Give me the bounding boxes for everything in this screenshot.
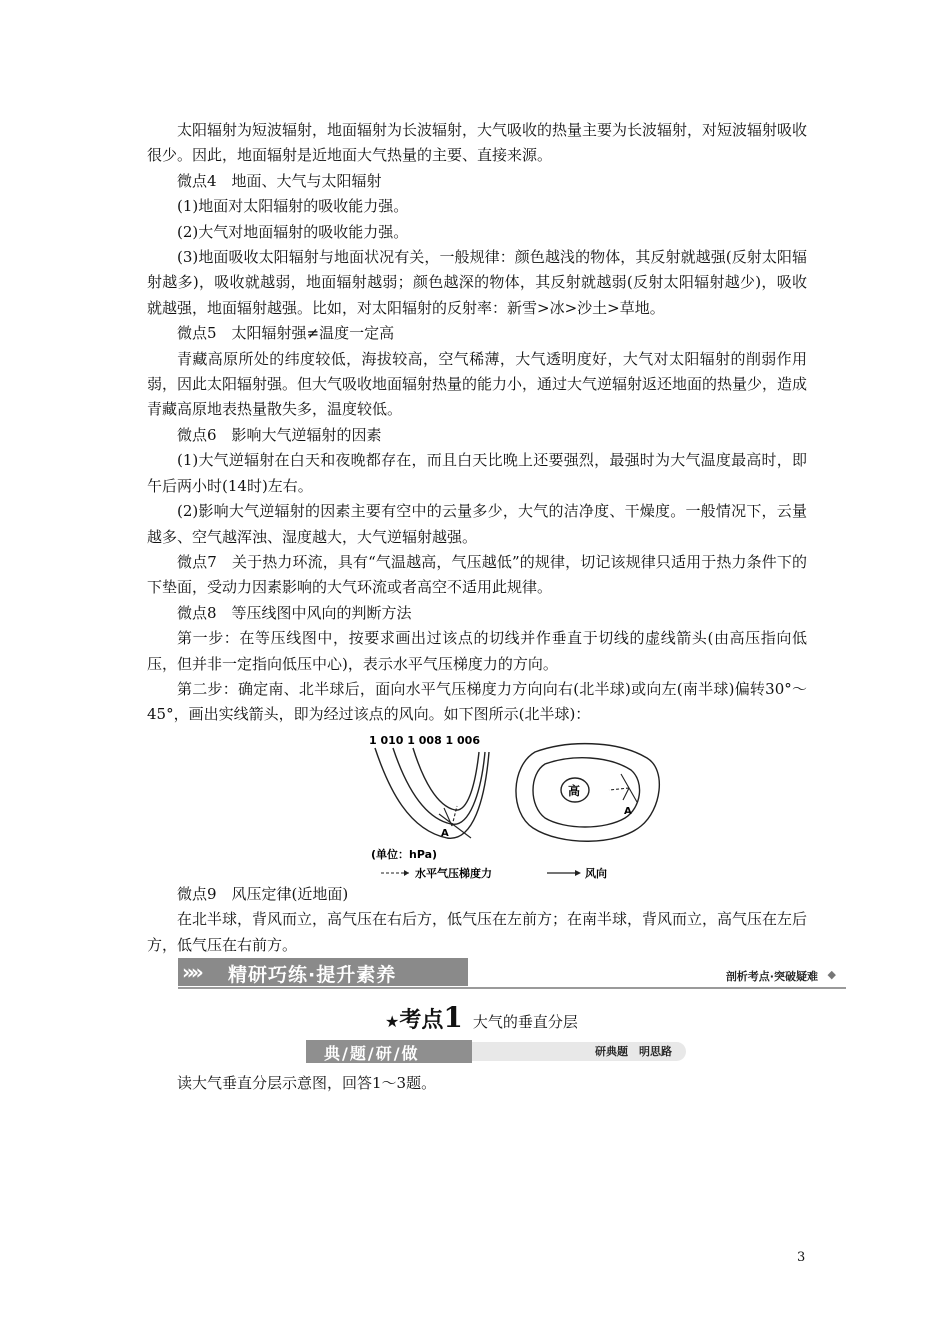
section-label: 考点 bbox=[399, 1008, 444, 1033]
page-number: 3 bbox=[797, 1250, 806, 1265]
isobar-diagram bbox=[147, 730, 807, 880]
paragraph: 在北半球，背风而立，高气压在右后方，低气压在左前方；在南半球，背风而立，高气压在左后方，低气压在右前方。 bbox=[147, 910, 808, 954]
paragraph: 太阳辐射为短波辐射，地面辐射为长波辐射，大气吸收的热量主要为长波辐射，对短波辐射吸收很少。因此，地面辐射是近地面大气热量的主要、直接来源。 bbox=[147, 121, 808, 165]
high-pressure-label: 高 bbox=[568, 783, 581, 798]
legend-dashed-label: 水平气压梯度力 bbox=[415, 866, 492, 880]
section-number: 1 bbox=[443, 1001, 463, 1034]
main-text bbox=[147, 118, 807, 958]
section-title: 大气的垂直分层 bbox=[472, 1013, 578, 1031]
isobar-line-1006 bbox=[413, 748, 479, 810]
paragraph: (2)大气对地面辐射的吸收能力强。 bbox=[177, 222, 409, 241]
point-a-label-right: A bbox=[624, 805, 632, 817]
isobar-line-1010 bbox=[375, 748, 489, 838]
wind-arrow-right bbox=[623, 788, 629, 800]
paragraph: 第二步：确定南、北半球后，面向水平气压梯度力方向向右(北半球)或向左(南半球)偏转30°～45°，画出实线箭头，即为经过该点的风向。如下图所示(北半球)： bbox=[147, 679, 807, 724]
banner-title: 精研巧练·提升素养 bbox=[228, 964, 397, 986]
double-chevron-icon: »» bbox=[182, 960, 200, 984]
legend-solid-label: 风向 bbox=[585, 866, 607, 880]
isobar-value-labels: 1 010 1 008 1 006 bbox=[369, 733, 480, 747]
section-heading bbox=[385, 1001, 578, 1034]
diamond-icon: ◆ bbox=[827, 968, 836, 981]
point-heading-4: 微点4 地面、大气与太阳辐射 bbox=[177, 171, 382, 190]
paragraph: (1)大气逆辐射在白天和夜晚都存在，而且白天比晚上还要强烈，最强时为大气温度最高时，即午后两小时(14时)左右。 bbox=[147, 451, 807, 495]
subsection-title: 典/题/研/做 bbox=[324, 1044, 420, 1063]
subsection-bar bbox=[306, 1040, 686, 1064]
unit-label: (单位：hPa) bbox=[371, 847, 438, 861]
paragraph: (3)地面吸收太阳辐射与地面状况有关，一般规律：颜色越浅的物体，其反射就越强(反射太阳辐射越多)，吸收就越弱，地面辐射越弱；颜色越深的物体，其反射就越弱(反射太阳辐射越少)，吸收就越强，地面辐射越强。比如，对太阳辐射的反射率：新雪>冰>沙土>草地。 bbox=[147, 248, 807, 317]
star-icon: ★ bbox=[385, 1012, 400, 1031]
pressure-gradient-arrow-right bbox=[609, 788, 629, 790]
question-prompt: 读大气垂直分层示意图，回答1～3题。 bbox=[177, 1074, 437, 1092]
point-7-paragraph: 微点7 关于热力环流，具有“气温越高，气压越低”的规律，切记该规律只适用于热力条件下的下垫面，受动力因素影响的大气环流或者高空不适用此规律。 bbox=[147, 552, 807, 597]
paragraph: (2)影响大气逆辐射的因素主要有空中的云量多少，大气的洁净度、干燥度。一般情况下，云量越多、空气越浑浊、湿度越大，大气逆辐射越强。 bbox=[147, 502, 807, 546]
isobar-figure bbox=[147, 730, 807, 880]
paragraph: (1)地面对太阳辐射的吸收能力强。 bbox=[177, 197, 409, 216]
subsection-subtitle: 研典题 明思路 bbox=[595, 1045, 672, 1058]
banner-divider bbox=[178, 987, 846, 989]
banner-subtitle: 剖析考点·突破疑难 bbox=[725, 970, 818, 983]
point-heading-5: 微点5 太阳辐射强≠温度一定高 bbox=[177, 324, 395, 343]
legend-dashed-arrowhead bbox=[404, 870, 409, 876]
point-a-label: A bbox=[441, 827, 449, 839]
point-heading-9: 微点9 风压定律(近地面) bbox=[177, 884, 349, 903]
point-heading-8: 微点8 等压线图中风向的判断方法 bbox=[177, 603, 412, 622]
paragraph: 第一步：在等压线图中，按要求画出过该点的切线并作垂直于切线的虚线箭头(由高压指向低压，但并非一定指向低压中心)，表示水平气压梯度力的方向。 bbox=[147, 629, 807, 673]
legend-solid-arrowhead bbox=[575, 870, 581, 876]
section-banner bbox=[178, 958, 848, 992]
paragraph: 青藏高原所处的纬度较低，海拔较高，空气稀薄，大气透明度好，大气对太阳辐射的削弱作用弱，因此太阳辐射强。但大气吸收地面辐射热量的能力小，通过大气逆辐射返还地面的热量少，造成青藏高原地表热量散失多，温度较低。 bbox=[147, 349, 808, 419]
point-heading-6: 微点6 影响大气逆辐射的因素 bbox=[177, 425, 382, 444]
